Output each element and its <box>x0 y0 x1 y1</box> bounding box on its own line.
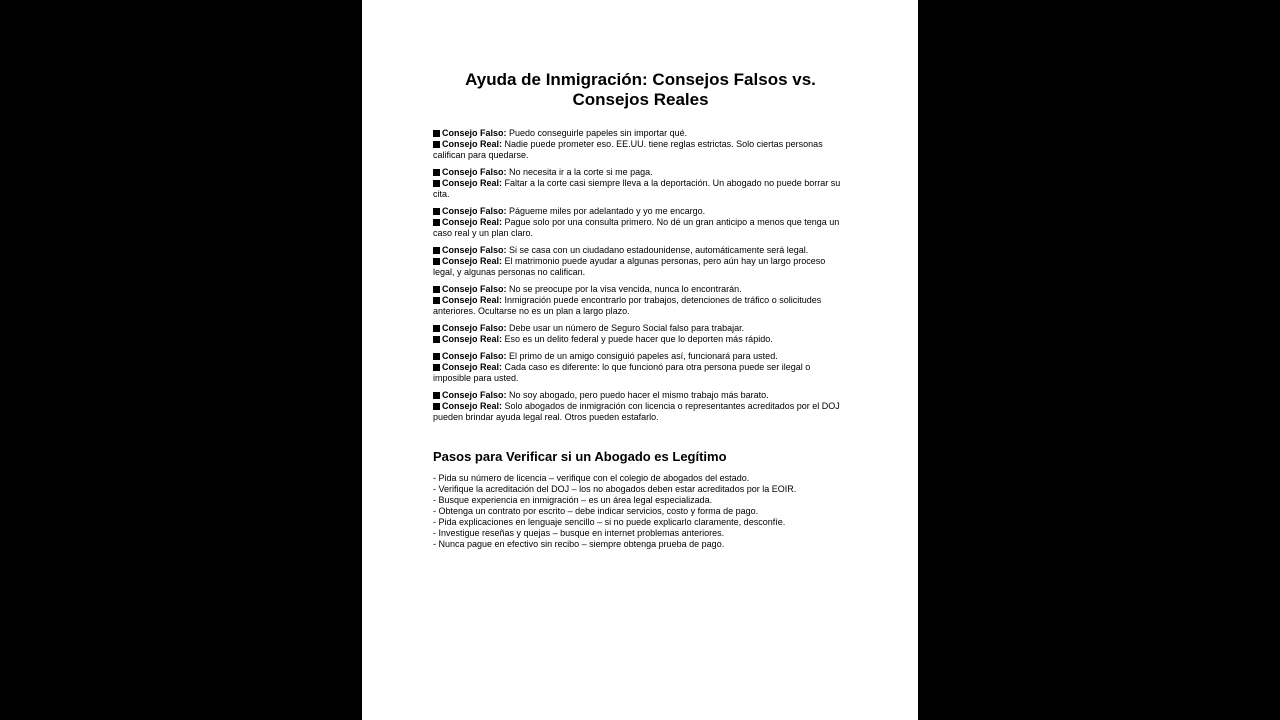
square-bullet-icon <box>433 247 440 254</box>
advice-pair <box>433 284 848 317</box>
advice-pair <box>433 167 848 200</box>
list-item: - Pida explicaciones en lenguaje sencillo – si no puede explicarlo claramente, desconfíe. <box>433 517 786 527</box>
fake-text: Págueme miles por adelantado y yo me encargo. <box>509 206 706 216</box>
fake-label: Consejo Falso: <box>442 323 507 333</box>
fake-text: No necesita ir a la corte si me paga. <box>509 167 653 177</box>
real-label: Consejo Real: <box>442 256 503 266</box>
list-item: - Busque experiencia en inmigración – es un área legal especializada. <box>433 495 713 505</box>
square-bullet-icon <box>433 297 440 304</box>
fake-advice <box>433 206 848 217</box>
fake-text: No se preocupe por la visa vencida, nunca lo encontrarán. <box>509 284 742 294</box>
document-title: Ayuda de Inmigración: Consejos Falsos vs. Consejos Reales <box>465 70 816 109</box>
advice-pair <box>433 390 848 423</box>
square-bullet-icon <box>433 336 440 343</box>
fake-label: Consejo Falso: <box>442 351 507 361</box>
real-advice <box>433 334 848 345</box>
square-bullet-icon <box>433 353 440 360</box>
real-text: El matrimonio puede ayudar a algunas personas, pero aún hay un largo proceso legal, y algunas personas no califican. <box>433 256 826 277</box>
real-advice <box>433 295 848 317</box>
advice-list <box>433 128 848 423</box>
real-advice <box>433 178 848 200</box>
square-bullet-icon <box>433 208 440 215</box>
real-label: Consejo Real: <box>442 139 503 149</box>
fake-advice <box>433 323 848 334</box>
real-advice <box>433 362 848 384</box>
list-item: - Investigue reseñas y quejas – busque en internet problemas anteriores. <box>433 528 725 538</box>
square-bullet-icon <box>433 141 440 148</box>
square-bullet-icon <box>433 169 440 176</box>
square-bullet-icon <box>433 403 440 410</box>
fake-label: Consejo Falso: <box>442 390 507 400</box>
square-bullet-icon <box>433 364 440 371</box>
real-label: Consejo Real: <box>442 334 503 344</box>
advice-pair <box>433 323 848 345</box>
fake-label: Consejo Falso: <box>442 167 507 177</box>
fake-text: El primo de un amigo consiguió papeles así, funcionará para usted. <box>509 351 778 361</box>
fake-advice <box>433 167 848 178</box>
square-bullet-icon <box>433 286 440 293</box>
list-item: - Obtenga un contrato por escrito – debe indicar servicios, costo y forma de pago. <box>433 506 759 516</box>
real-label: Consejo Real: <box>442 178 503 188</box>
document-page <box>362 0 918 720</box>
real-advice <box>433 139 848 161</box>
real-advice <box>433 217 848 239</box>
fake-advice <box>433 284 848 295</box>
fake-text: No soy abogado, pero puedo hacer el mismo trabajo más barato. <box>509 390 769 400</box>
advice-pair <box>433 245 848 278</box>
square-bullet-icon <box>433 325 440 332</box>
real-text: Nadie puede prometer eso. EE.UU. tiene reglas estrictas. Solo ciertas personas califican para quedarse. <box>433 139 823 160</box>
fake-label: Consejo Falso: <box>442 128 507 138</box>
steps-list <box>433 473 848 550</box>
square-bullet-icon <box>433 130 440 137</box>
real-text: Cada caso es diferente: lo que funcionó para otra persona puede ser ilegal o imposible para usted. <box>433 362 811 383</box>
real-advice <box>433 256 848 278</box>
list-item: - Pida su número de licencia – verifique con el colegio de abogados del estado. <box>433 473 750 483</box>
fake-advice <box>433 128 848 139</box>
fake-label: Consejo Falso: <box>442 284 507 294</box>
real-label: Consejo Real: <box>442 401 503 411</box>
real-text: Faltar a la corte casi siempre lleva a la deportación. Un abogado no puede borrar su cita. <box>433 178 841 199</box>
real-text: Inmigración puede encontrarlo por trabajos, detenciones de tráfico o solicitudes anteriores. Ocultarse no es un plan a largo plazo. <box>433 295 822 316</box>
fake-advice <box>433 245 848 256</box>
fake-text: Si se casa con un ciudadano estadounidense, automáticamente será legal. <box>509 245 809 255</box>
real-text: Solo abogados de inmigración con licencia o representantes acreditados por el DOJ pueden brindar ayuda legal real. Otros pueden estafarlo. <box>433 401 840 422</box>
fake-label: Consejo Falso: <box>442 245 507 255</box>
fake-text: Debe usar un número de Seguro Social falso para trabajar. <box>509 323 745 333</box>
square-bullet-icon <box>433 219 440 226</box>
real-text: Pague solo por una consulta primero. No dé un gran anticipo a menos que tenga un caso real y un plan claro. <box>433 217 840 238</box>
real-advice <box>433 401 848 423</box>
advice-pair <box>433 128 848 161</box>
square-bullet-icon <box>433 392 440 399</box>
fake-text: Puedo conseguirle papeles sin importar qué. <box>509 128 688 138</box>
fake-label: Consejo Falso: <box>442 206 507 216</box>
advice-pair <box>433 206 848 239</box>
real-label: Consejo Real: <box>442 217 503 227</box>
fake-advice <box>433 390 848 401</box>
real-label: Consejo Real: <box>442 295 503 305</box>
square-bullet-icon <box>433 180 440 187</box>
real-text: Eso es un delito federal y puede hacer que lo deporten más rápido. <box>504 334 773 344</box>
list-item: - Verifique la acreditación del DOJ – los no abogados deben estar acreditados por la EOIR. <box>433 484 797 494</box>
steps-title: Pasos para Verificar si un Abogado es Legítimo <box>433 449 727 464</box>
list-item: - Nunca pague en efectivo sin recibo – siempre obtenga prueba de pago. <box>433 539 725 549</box>
square-bullet-icon <box>433 258 440 265</box>
advice-pair <box>433 351 848 384</box>
fake-advice <box>433 351 848 362</box>
real-label: Consejo Real: <box>442 362 503 372</box>
